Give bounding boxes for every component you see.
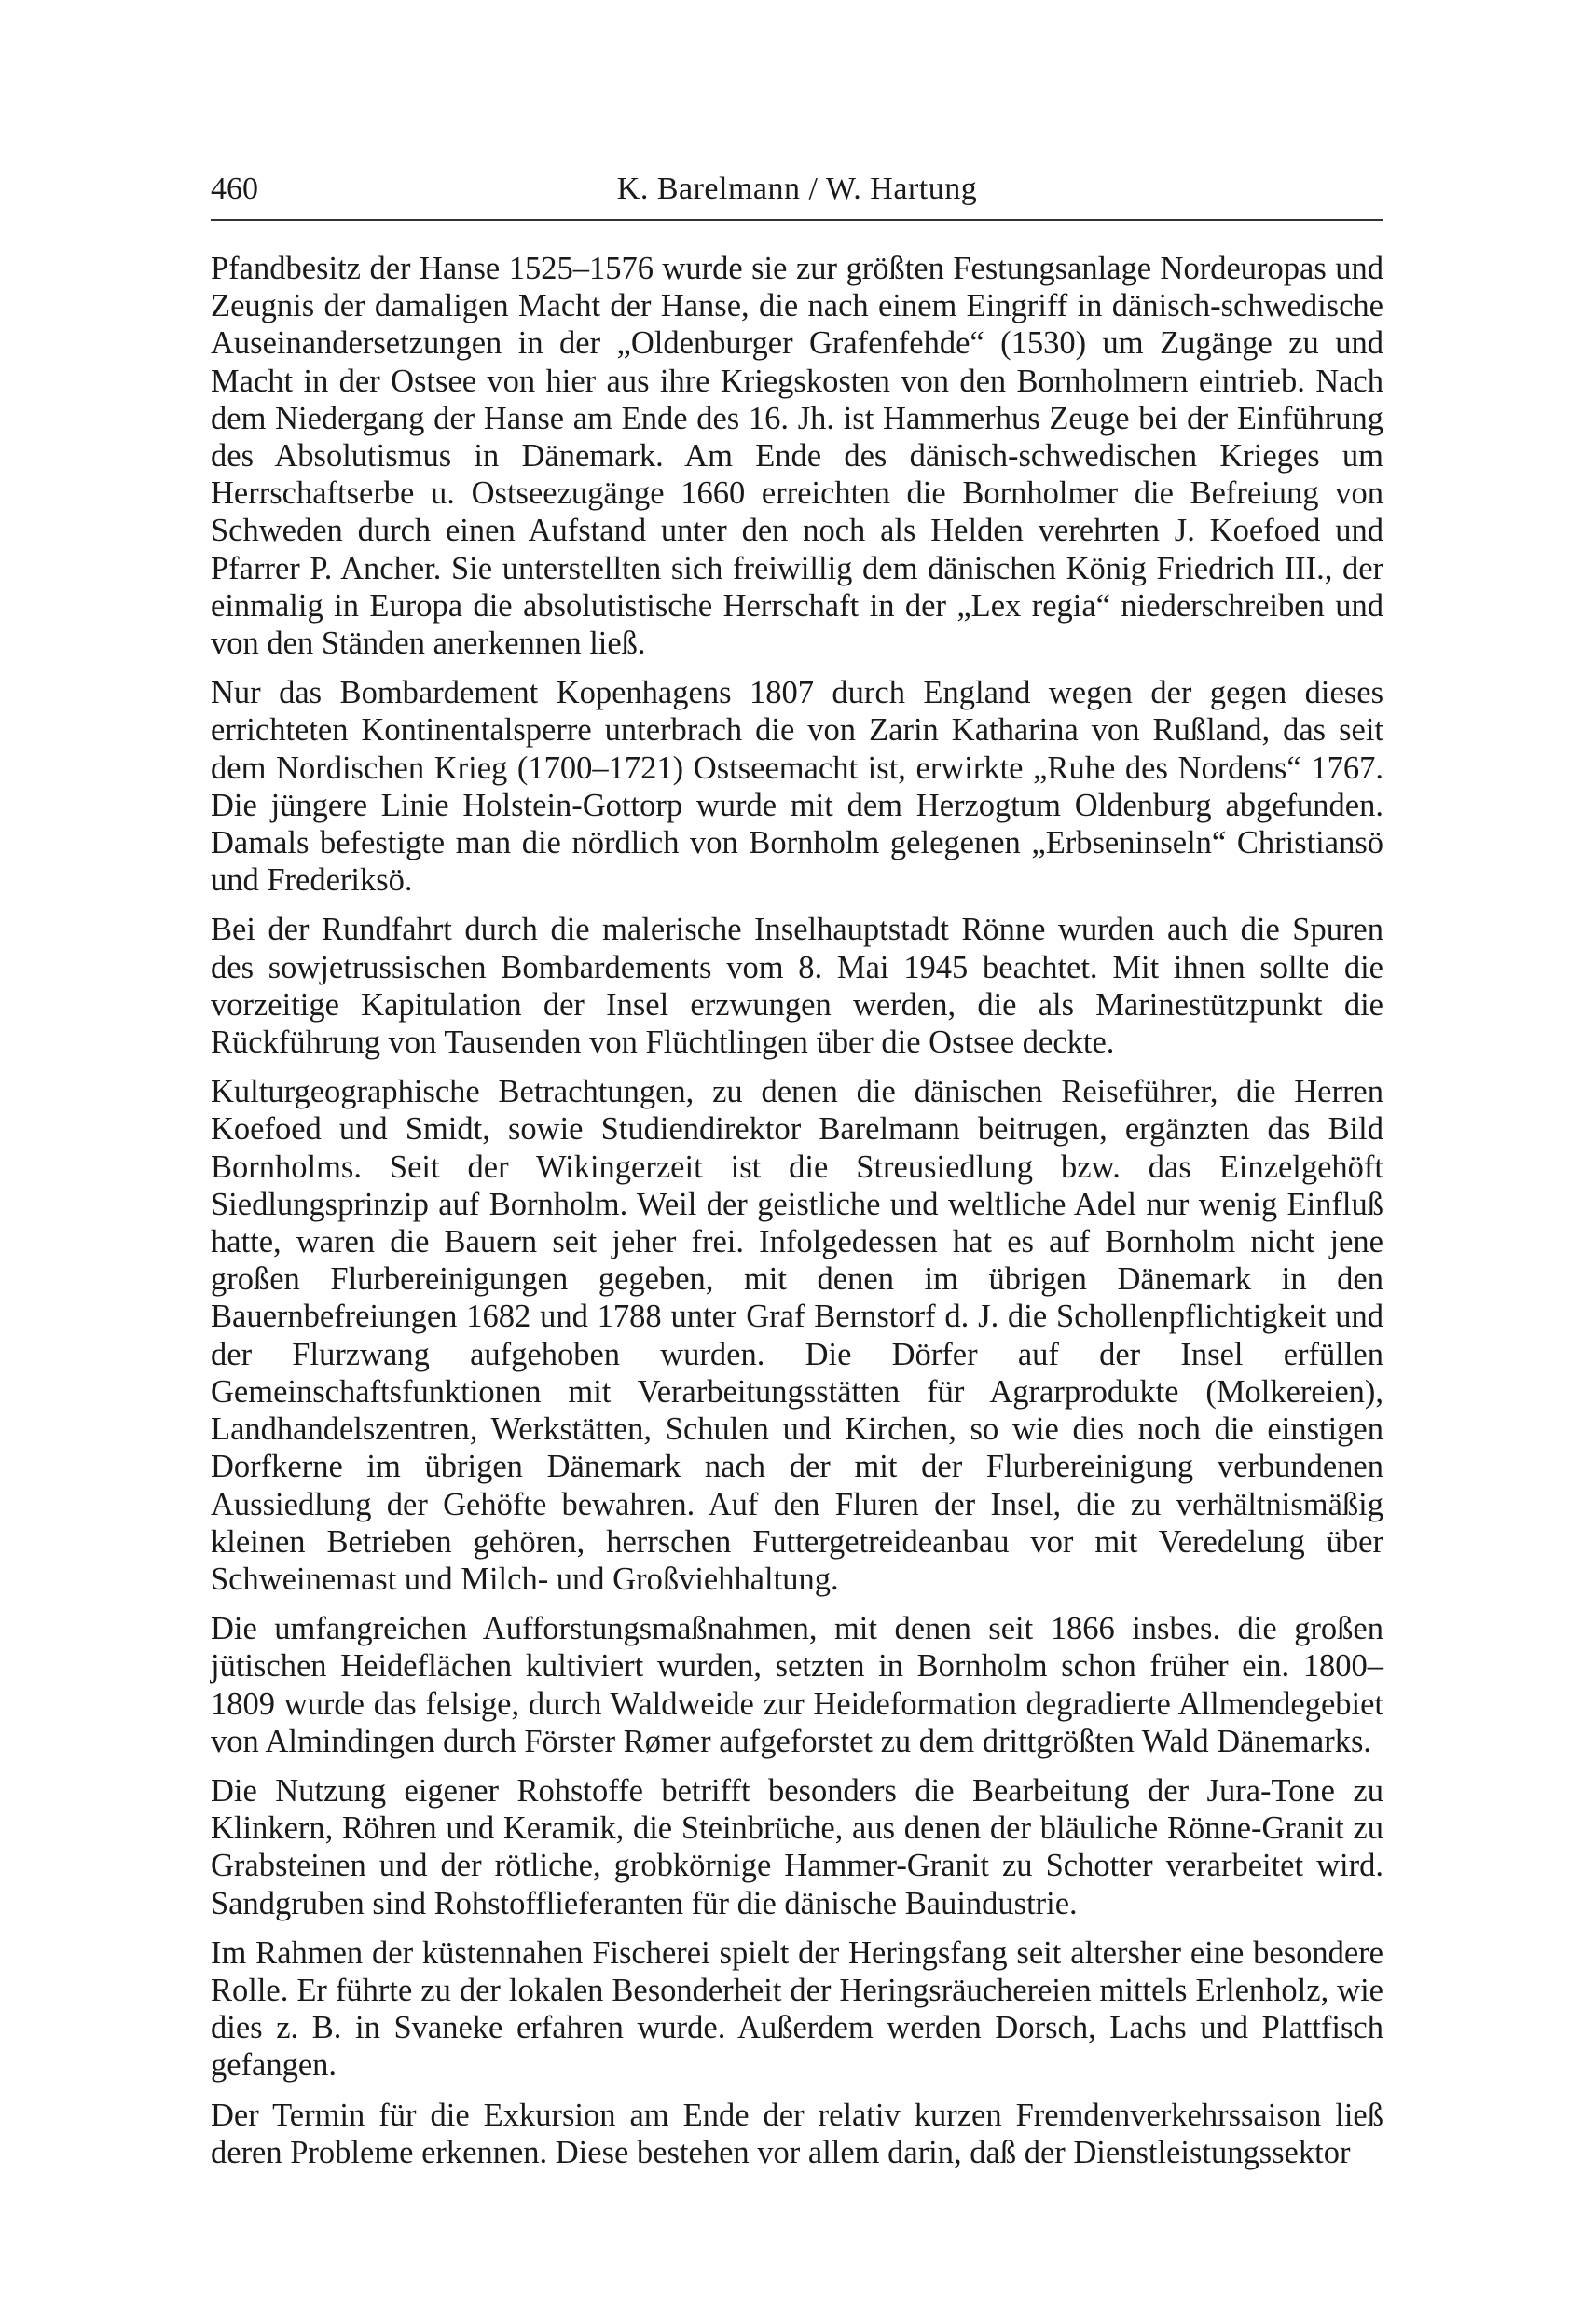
paragraph-bombardment-copenhagen: Nur das Bombardement Kopenhagens 1807 durch England wegen der gegen dieses errichteten Kontinentalsperre unterbrach die von Zarin Katharina von Rußland, das seit dem Nordischen Krieg (1700–1721) Ostseemacht ist, erwirkte „Ruhe des Nordens“ 1767. Die jüngere Linie Holstein-Gottorp wurde mit dem Herzogtum Oldenburg abgefunden. Damals befestigte man die nördlich von Bornholm gelegenen „Erbseninseln“ Christiansö und Frederiksö. bbox=[211, 675, 1383, 899]
body-text bbox=[211, 250, 1383, 2183]
paragraph-fishery: Im Rahmen der küstennahen Fischerei spielt der Heringsfang seit altersher eine besondere Rolle. Er führte zu der lokalen Besonderheit der Heringsräuchereien mittels Erlenholz, wie dies z. B. in Svaneke erfahren wurde. Außerdem werden Dorsch, Lachs und Plattfisch gefangen. bbox=[211, 1934, 1383, 2084]
header-rule bbox=[211, 219, 1383, 221]
paragraph-tourism: Der Termin für die Exkursion am Ende der relativ kurzen Fremdenverkehrssaison ließ deren Probleme erkennen. Diese bestehen vor allem darin, daß der Dienstleistungssektor bbox=[211, 2097, 1383, 2170]
paragraph-cultural-geography: Kulturgeographische Betrachtungen, zu denen die dänischen Reiseführer, die Herren Koefoed und Smidt, sowie Studiendirektor Barelmann beitrugen, ergänzten das Bild Bornholms. Seit der Wikingerzeit ist die Streusiedlung bzw. das Einzelgehöft Siedlungsprinzip auf Bornholm. Weil der geistliche und weltliche Adel nur wenig Einfluß hatte, waren die Bauern seit jeher frei. Infolgedessen hat es auf Bornholm nicht jene großen Flurbereinigungen gegeben, mit denen im übrigen Dänemark in den Bauernbefreiungen 1682 und 1788 unter Graf Bernstorf d. J. die Schollenpflichtigkeit und der Flurzwang aufgehoben wurden. Die Dörfer auf der Insel erfüllen Gemeinschaftsfunktionen mit Verarbeitungsstätten für Agrarprodukte (Molkereien), Landhandelszentren, Werkstätten, Schulen und Kirchen, so wie dies noch die einstigen Dorfkerne im übrigen Dänemark nach der mit der Flurbereinigung verbundenen Aussiedlung der Gehöfte bewahren. Auf den Fluren der Insel, die zu verhältnismäßig kleinen Betrieben gehören, herrschen Futtergetreideanbau vor mit Veredelung über Schweinemast und Milch- und Großviehhaltung. bbox=[211, 1074, 1383, 1597]
running-header-authors: K. Barelmann / W. Hartung bbox=[616, 172, 978, 206]
page-number: 460 bbox=[211, 172, 258, 206]
paragraph-raw-materials: Die Nutzung eigener Rohstoffe betrifft besonders die Bearbeitung der Jura-Tone zu Klinkern, Röhren und Keramik, die Steinbrüche, aus denen der bläuliche Rönne-Granit zu Grabsteinen und der rötliche, grobkörnige Hammer-Granit zu Schotter verarbeitet wird. Sandgruben sind Rohstofflieferanten für die dänische Bauindustrie. bbox=[211, 1772, 1383, 1921]
running-header bbox=[211, 166, 1383, 213]
paragraph-afforestation: Die umfangreichen Aufforstungsmaßnahmen, mit denen seit 1866 insbes. die großen jütischen Heideflächen kultiviert wurden, setzten in Bornholm schon früher ein. 1800–1809 wurde das felsige, durch Waldweide zur Heideformation degradierte Allmendegebiet von Almindingen durch Förster Rømer aufgeforstet zu dem drittgrößten Wald Dänemarks. bbox=[211, 1611, 1383, 1759]
paragraph-hanse-absolutism: Pfandbesitz der Hanse 1525–1576 wurde sie zur größten Festungsanlage Nordeuropas und Zeugnis der damaligen Macht der Hanse, die nach einem Eingriff in dänisch-schwedische Auseinandersetzungen in der „Oldenburger Grafenfehde“ (1530) um Zugänge zu und Macht in der Ostsee von hier aus ihre Kriegskosten von den Bornholmern eintrieb. Nach dem Niedergang der Hanse am Ende des 16. Jh. ist Hammerhus Zeuge bei der Einführung des Absolutismus in Dänemark. Am Ende des dänisch-schwedischen Krieges um Herrschaftserbe u. Ostseezugänge 1660 erreichten die Bornholmer die Befreiung von Schweden durch einen Aufstand unter den noch als Helden verehrten J. Koefoed und Pfarrer P. Ancher. Sie unterstellten sich freiwillig dem dänischen König Friedrich III., der einmalig in Europa die absolutistische Herrschaft in der „Lex regia“ niederschreiben und von den Ständen anerkennen ließ. bbox=[211, 251, 1383, 662]
paragraph-roenne-tour: Bei der Rundfahrt durch die malerische Inselhauptstadt Rönne wurden auch die Spuren des sowjetrussischen Bombardements vom 8. Mai 1945 beachtet. Mit ihnen sollte die vorzeitige Kapitulation der Insel erzwungen werden, die als Marinestützpunkt die Rückführung von Tausenden von Flüchtlingen über die Ostsee deckte. bbox=[211, 912, 1383, 1061]
